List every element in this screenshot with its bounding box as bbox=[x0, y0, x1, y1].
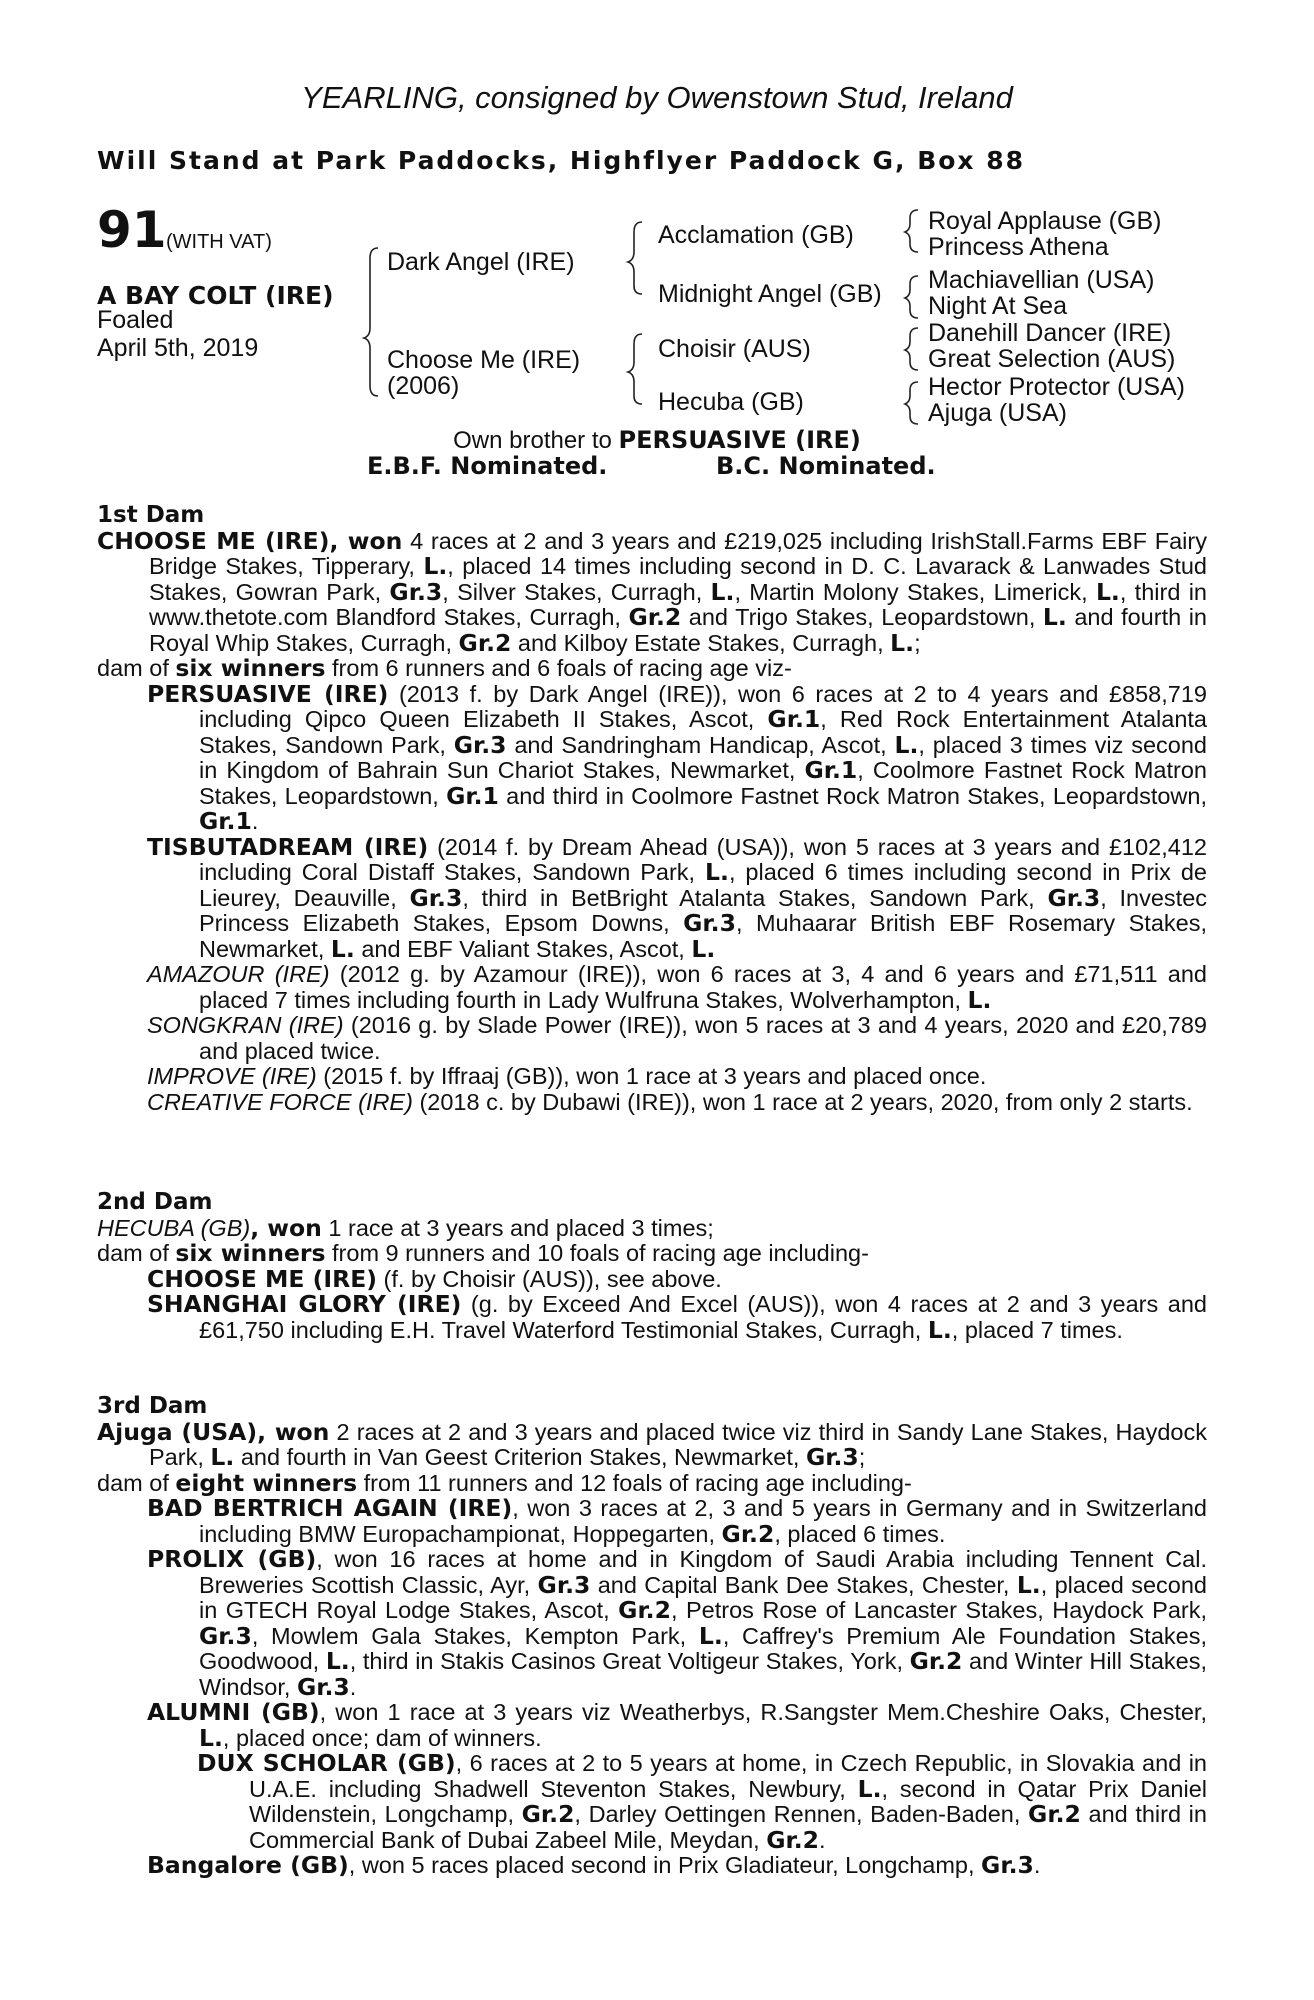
dam-dam-sire: Hector Protector (USA) bbox=[928, 373, 1186, 401]
progeny-entry: AMAZOUR (IRE) (2012 g. by Azamour (IRE)), won 6 races at 3, 4 and 6 years and £71,511 and placed 7 times including fourth in Lady Wulfruna Stakes, Wolverhampton, L. bbox=[147, 961, 1207, 1014]
sale-title: YEARLING, consigned by Owenstown Stud, Ireland bbox=[301, 80, 1013, 115]
sire-sire: Acclamation (GB) bbox=[658, 221, 854, 249]
dam-dam: Hecuba (GB) bbox=[658, 388, 804, 416]
progeny-entry: CREATIVE FORCE (IRE) (2018 c. by Dubawi (IRE)), won 1 race at 2 years, 2020, from only 2 starts. bbox=[147, 1088, 1193, 1115]
dam-sire-dam: Great Selection (AUS) bbox=[928, 345, 1176, 373]
dam-sire-sire: Danehill Dancer (IRE) bbox=[928, 319, 1172, 347]
progeny-entry: IMPROVE (IRE) (2015 f. by Iffraaj (GB)), won 1 race at 3 years and placed once. bbox=[147, 1063, 987, 1089]
dam-record: HECUBA (GB), won 1 race at 3 years and placed 3 times; bbox=[97, 1213, 714, 1242]
sire-dam: Midnight Angel (GB) bbox=[658, 280, 882, 308]
third-dam-section bbox=[97, 1394, 1207, 1879]
dam-sire: Choisir (AUS) bbox=[658, 335, 811, 363]
section-heading: 2nd Dam bbox=[97, 1189, 213, 1215]
section-heading: 1st Dam bbox=[97, 502, 205, 528]
dam: Choose Me (IRE) bbox=[387, 346, 581, 374]
own-brother-name: PERSUASIVE (IRE) bbox=[618, 426, 861, 454]
sire-sire-dam: Princess Athena bbox=[928, 233, 1109, 261]
bc-nomination: B.C. Nominated. bbox=[716, 452, 936, 480]
second-dam-section bbox=[97, 1190, 1207, 1343]
progeny-entry: CHOOSE ME (IRE) (f. by Choisir (AUS)), see above. bbox=[147, 1264, 722, 1293]
dam-record: CHOOSE ME (IRE), won 4 races at 2 and 3 years and £219,025 including IrishStall.Farms EBF Fairy Bridge Stakes, Tipperary, L., placed 14 times including second in D. C. Lavarack & Lanwades Stud Stakes, Gowran Park, Gr.3, Silver Stakes, Curragh, L., Martin Molony Stakes, Limerick, L., third in www.thetote.com Blandford Stakes, Curragh, Gr.2 and Trigo Stakes, Leopardstown, L. and fourth in Royal Whip Stakes, Curragh, Gr.2 and Kilboy Estate Stakes, Curragh, L.; bbox=[97, 526, 1207, 657]
sire-dam-dam: Night At Sea bbox=[928, 292, 1067, 320]
progeny-entry: PROLIX (GB), won 16 races at home and in Kingdom of Saudi Arabia including Tennent Cal. Breweries Scottish Classic, Ayr, Gr.3 and Capital Bank Dee Stakes, Chester, L., placed second in GTECH Royal Lodge Stakes, Ascot, Gr.2, Petros Rose of Lancaster Stakes, Haydock Park, Gr.3, Mowlem Gala Stakes, Kempton Park, L., Caffrey's Premium Ale Foundation Stakes, Goodwood, L., third in Stakis Casinos Great Voltigeur Stakes, York, Gr.2 and Winter Hill Stakes, Windsor, Gr.3. bbox=[147, 1545, 1208, 1701]
section-heading: 3rd Dam bbox=[97, 1393, 208, 1419]
sire: Dark Angel (IRE) bbox=[387, 248, 575, 276]
lot-name: A BAY COLT (IRE) bbox=[97, 281, 334, 310]
vat-note: (WITH VAT) bbox=[166, 231, 272, 253]
dam-of-line: dam of six winners from 6 runners and 6 foals of racing age viz- bbox=[97, 654, 792, 682]
own-brother-line: Own brother to PERSUASIVE (IRE) bbox=[453, 426, 861, 454]
ebf-nomination: E.B.F. Nominated. bbox=[367, 452, 608, 480]
progeny-entry: ALUMNI (GB), won 1 race at 3 years viz Weatherbys, R.Sangster Mem.Cheshire Oaks, Chester, L., placed once; dam of winners. bbox=[147, 1698, 1207, 1752]
dam-dam-dam: Ajuga (USA) bbox=[928, 399, 1067, 427]
stand-location: Will Stand at Park Paddocks, Highflyer Paddock G, Box 88 bbox=[97, 146, 1026, 175]
progeny-entry: DUX SCHOLAR (GB), 6 races at 2 to 5 years at home, in Czech Republic, in Slovakia and in U.A.E. including Shadwell Steventon Stakes, Newbury, L., second in Qatar Prix Daniel Wildenstein, Longchamp, Gr.2, Darley Oettingen Rennen, Baden-Baden, Gr.2 and third in Commercial Bank of Dubai Zabeel Mile, Meydan, Gr.2. bbox=[197, 1749, 1208, 1854]
progeny-entry: PERSUASIVE (IRE) (2013 f. by Dark Angel (IRE)), won 6 races at 2 to 4 years and £858,719 including Qipco Queen Elizabeth II Stakes, Ascot, Gr.1, Red Rock Entertainment Atalanta Stakes, Sandown Park, Gr.3 and Sandringham Handicap, Ascot, L., placed 3 times viz second in Kingdom of Bahrain Sun Chariot Stakes, Newmarket, Gr.1, Coolmore Fastnet Rock Matron Stakes, Leopardstown, Gr.1 and third in Coolmore Fastnet Rock Matron Stakes, Leopardstown, Gr.1. bbox=[147, 679, 1207, 835]
progeny-entry: TISBUTADREAM (IRE) (2014 f. by Dream Ahead (USA)), won 5 races at 3 years and £102,412 including Coral Distaff Stakes, Sandown Park, L., placed 6 times including second in Prix de Lieurey, Deauville, Gr.3, third in BetBright Atalanta Stakes, Sandown Park, Gr.3, Investec Princess Elizabeth Stakes, Epsom Downs, Gr.3, Muhaarar British EBF Rosemary Stakes, Newmarket, L. and EBF Valiant Stakes, Ascot, L. bbox=[147, 832, 1208, 963]
progeny-entry: SONGKRAN (IRE) (2016 g. by Slade Power (IRE)), won 5 races at 3 and 4 years, 2020 and £20,789 and placed twice. bbox=[147, 1012, 1207, 1064]
sire-dam-sire: Machiavellian (USA) bbox=[928, 266, 1155, 294]
dam-of-line: dam of eight winners from 11 runners and 12 foals of racing age including- bbox=[97, 1468, 912, 1497]
foaled-date: April 5th, 2019 bbox=[97, 334, 259, 362]
progeny-entry: SHANGHAI GLORY (IRE) (g. by Exceed And Excel (AUS)), won 4 races at 2 and 3 years and £61,750 including E.H. Travel Waterford Testimonial Stakes, Curragh, L., placed 7 times. bbox=[147, 1290, 1207, 1344]
dam-year: (2006) bbox=[387, 372, 460, 400]
lot-number: 91 bbox=[97, 201, 167, 259]
first-dam-section bbox=[97, 503, 1207, 1115]
sire-sire-sire: Royal Applause (GB) bbox=[928, 207, 1162, 235]
dam-of-line: dam of six winners from 9 runners and 10 foals of racing age including- bbox=[97, 1239, 869, 1267]
progeny-entry: BAD BERTRICH AGAIN (IRE), won 3 races at 2, 3 and 5 years in Germany and in Switzerland including BMW Europachampionat, Hoppegarten, Gr.2, placed 6 times. bbox=[147, 1494, 1207, 1548]
dam-record: Ajuga (USA), won 2 races at 2 and 3 years and placed twice viz third in Sandy Lane Stakes, Haydock Park, L. and fourth in Van Geest Criterion Stakes, Newmarket, Gr.3; bbox=[97, 1417, 1207, 1471]
progeny-entry: Bangalore (GB), won 5 races placed second in Prix Gladiateur, Longchamp, Gr.3. bbox=[147, 1851, 1041, 1879]
foaled-label: Foaled bbox=[97, 306, 174, 334]
